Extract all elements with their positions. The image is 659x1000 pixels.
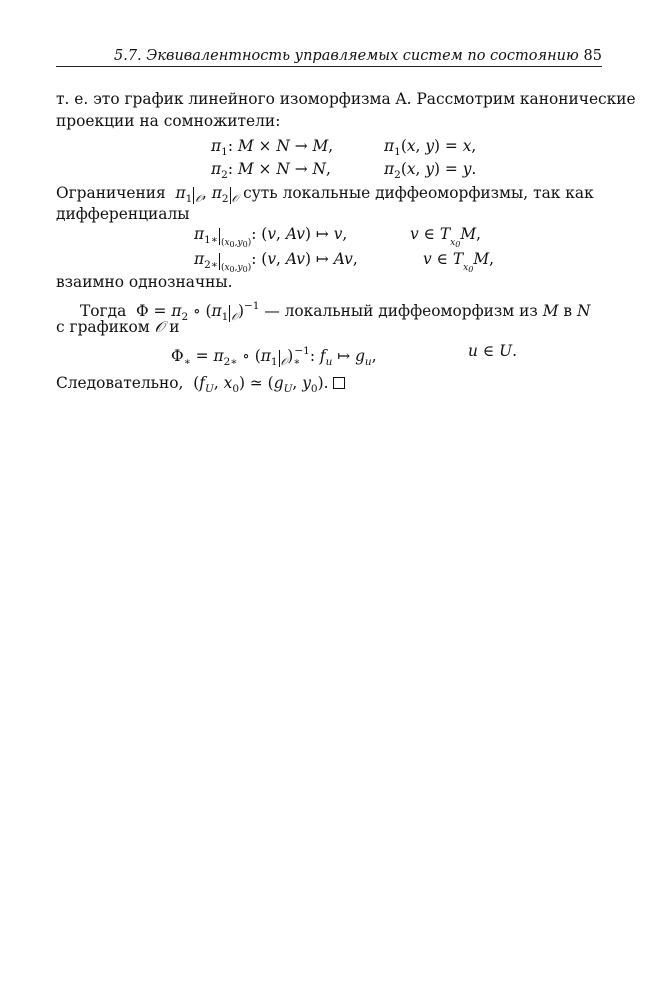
qed-square-icon bbox=[333, 377, 345, 389]
paragraph-text: с графиком bbox=[56, 318, 150, 336]
inline-math: ( bbox=[188, 374, 200, 392]
text-line: Следовательно, ($f_U$, $x_0$) ≃ ($g_U$, $y_0$). bbox=[56, 372, 602, 394]
inline-math: 𝒪 bbox=[154, 318, 165, 336]
paragraph-text: проекции на сомножители: bbox=[56, 112, 281, 130]
inline-math: M bbox=[542, 302, 559, 320]
text-line bbox=[56, 203, 602, 225]
header-rule bbox=[56, 66, 602, 67]
book-page bbox=[56, 0, 636, 1000]
paragraph-text: т. е. это график линейного изоморфизма A. Рассмотрим канонические bbox=[56, 90, 636, 108]
text-line: Тогда $\Phi = \pi_2$ ∘ ($\pi_1$ $_𝒪$)$^{-1}$ — локальный диффеоморфизм из M в N bbox=[80, 300, 591, 323]
text-line bbox=[56, 316, 602, 338]
restriction-bar bbox=[230, 187, 231, 204]
page-number: 85 bbox=[583, 48, 602, 64]
equation-left: $\pi_{1∗}$ $_{(x0,y0)}$: (v, Av) ↦ v, bbox=[194, 225, 348, 249]
equation-left: $\pi_1$: M × N → M, bbox=[211, 137, 334, 158]
text-line: Ограничения $\pi_1$ $_𝒪$, $\pi_2$ $_𝒪$ суть локальные диффеоморфизмы, так как bbox=[56, 184, 594, 205]
paragraph-text: Ограничения bbox=[56, 184, 166, 202]
paragraph-text: Следовательно, bbox=[56, 374, 184, 392]
paragraph-text: в bbox=[563, 302, 573, 320]
equation-right: v ∈ $T_{x0}M$, bbox=[423, 250, 494, 274]
inline-math: N bbox=[576, 302, 591, 320]
running-head bbox=[56, 46, 602, 66]
paragraph-text: дифференциалы bbox=[56, 205, 190, 223]
paragraph-text: и bbox=[169, 318, 180, 336]
equation-left: $\pi_{2∗}$ $_{(x0,y0)}$: (v, Av) ↦ Av, bbox=[194, 250, 358, 274]
paragraph-text: — локальный диффеоморфизм из bbox=[264, 302, 538, 320]
paragraph-text: суть локальные диффеоморфизмы, так как bbox=[243, 184, 594, 202]
text-line bbox=[56, 88, 636, 110]
equation-right: $\pi_1(x$, y) = x, bbox=[384, 137, 477, 158]
paragraph-text: взаимно однозначны. bbox=[56, 273, 233, 291]
inline-math: Φ = bbox=[131, 302, 172, 320]
text-line bbox=[56, 271, 602, 293]
inline-math: π bbox=[211, 184, 222, 202]
equation-right: u ∈ U. bbox=[468, 342, 517, 360]
inline-math: π bbox=[170, 184, 186, 202]
equation-right: v ∈ $T_{x0}M$, bbox=[410, 225, 481, 249]
running-head-title: 5.7. Эквивалентность управляемых систем по состоянию bbox=[114, 48, 579, 64]
equation-right: $\pi_2(x$, y) = y. bbox=[384, 160, 477, 181]
equation-left: $\Phi_∗ = \pi_{2∗}$ ∘ ($\pi_1$ $_𝒪)_∗^{-1}$: $f_u$ ↦ $g_u$, bbox=[171, 345, 377, 368]
text-line bbox=[56, 110, 602, 132]
equation-left: $\pi_2$: M × N → N, bbox=[211, 160, 331, 181]
paragraph-text: Тогда bbox=[80, 302, 127, 320]
